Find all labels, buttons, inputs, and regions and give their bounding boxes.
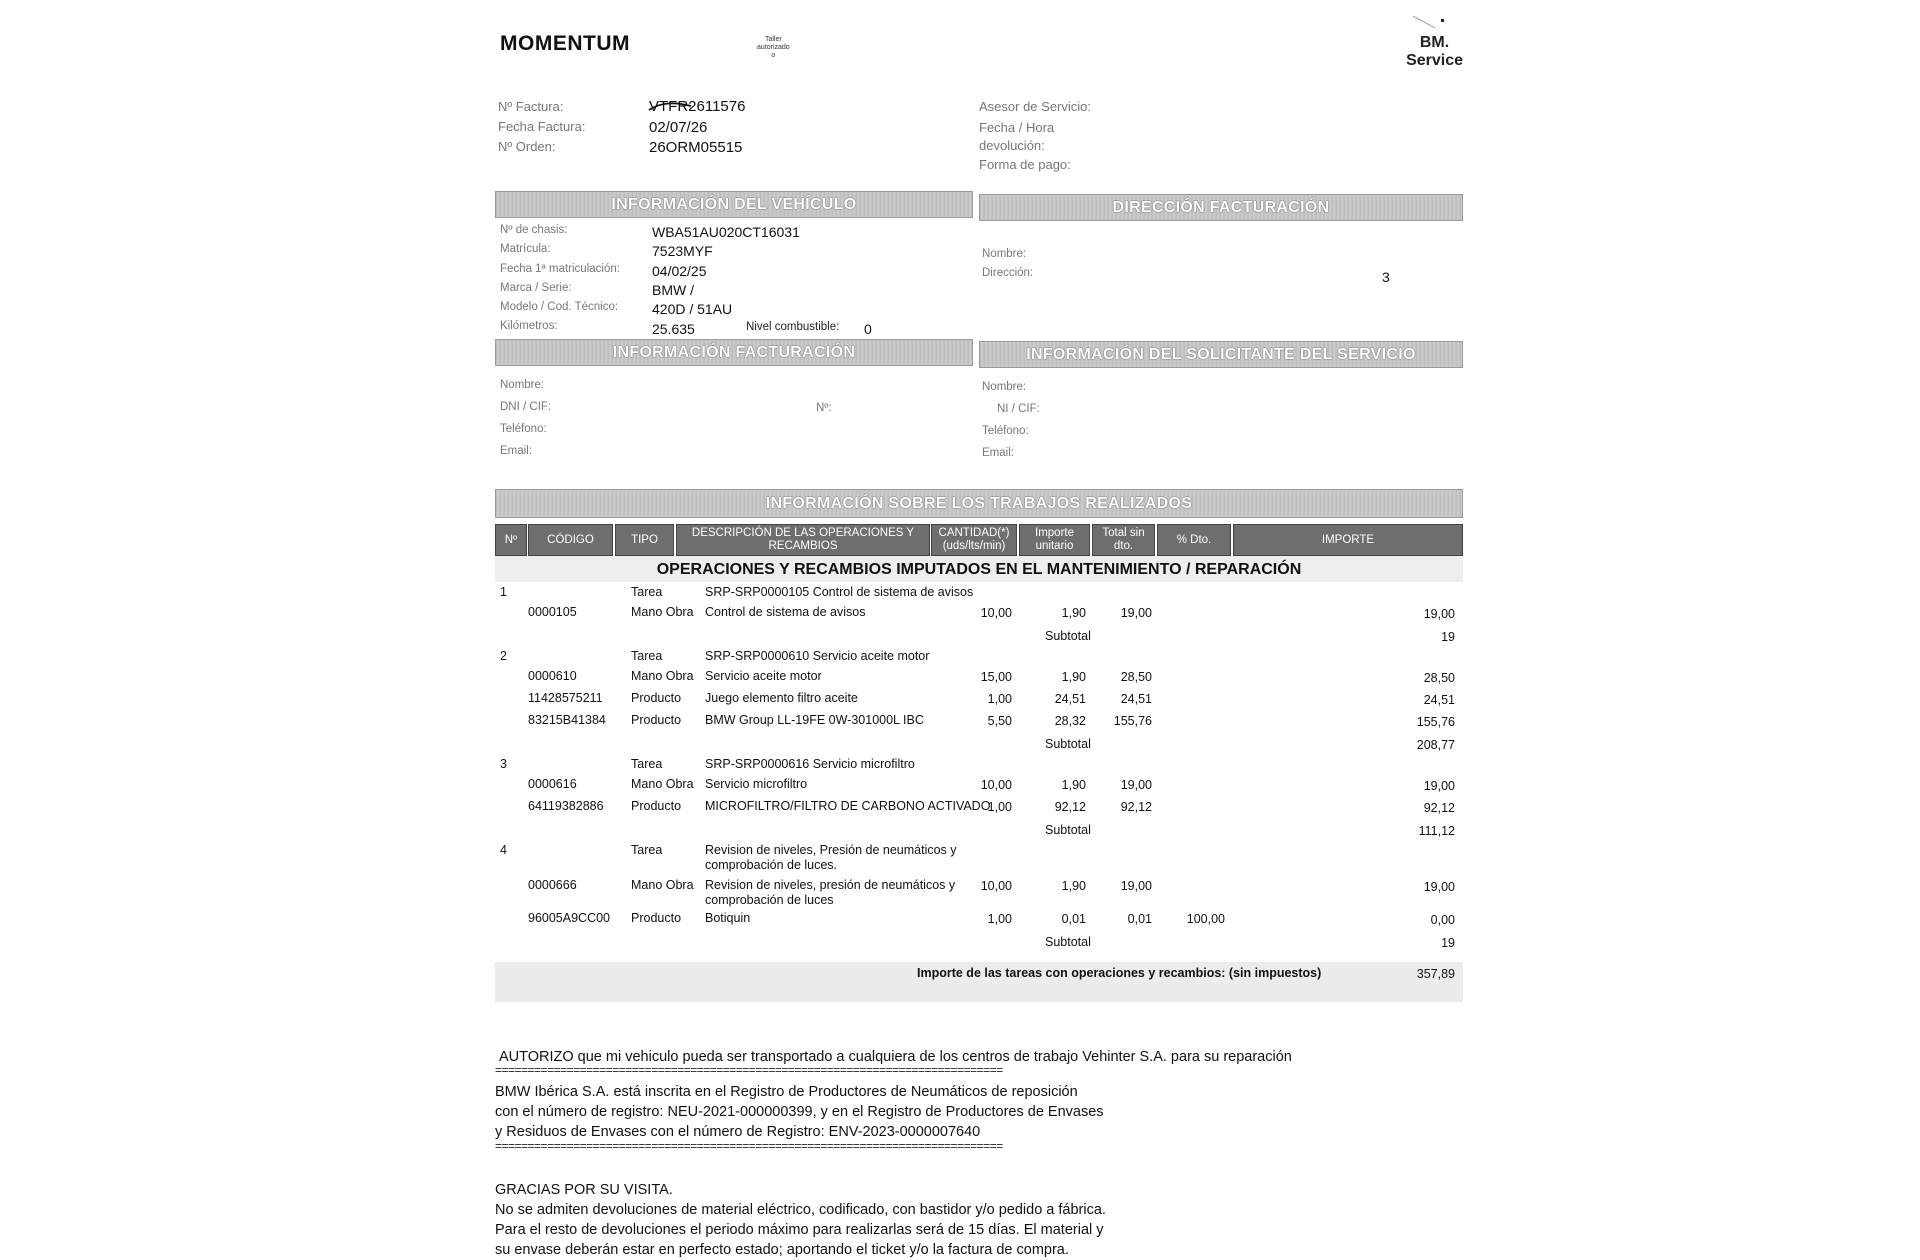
fecha-matriculacion-label: Fecha 1ª matriculación: xyxy=(500,263,620,275)
work-info-header: INFORMACIÓN SOBRE LOS TRABAJOS REALIZADOS xyxy=(495,489,1463,518)
billing-n-label: Nº: xyxy=(816,402,832,414)
gracias-text: GRACIAS POR SU VISITA. xyxy=(495,1182,673,1198)
line-code: 0000105 xyxy=(528,605,577,619)
col-header-cantidad xyxy=(931,524,1017,556)
line-code: 0000610 xyxy=(528,669,577,683)
total-value: 357,89 xyxy=(1416,967,1455,981)
billing-dni-label: DNI / CIF: xyxy=(500,401,552,413)
line-discount: 100,00 xyxy=(1186,912,1225,926)
line-code: 0000666 xyxy=(528,878,577,892)
invoice-document xyxy=(485,0,1463,1260)
fecha-matriculacion-value: 04/02/25 xyxy=(652,263,707,279)
strike-mark-icon xyxy=(647,100,693,114)
billing-email-label: Email: xyxy=(500,445,532,457)
fecha-factura-value: 02/07/26 xyxy=(649,119,708,136)
requester-telefono-label: Teléfono: xyxy=(982,425,1029,437)
line-type: Mano Obra xyxy=(631,777,694,791)
line-type: Producto xyxy=(631,911,682,925)
col-header-dto: % Dto. xyxy=(1157,524,1231,556)
line-unit-price: 0,01 xyxy=(1061,912,1086,926)
line-total: 19,00 xyxy=(1120,879,1152,893)
line-total: 19,00 xyxy=(1120,778,1152,792)
total-label: Importe de las tareas con operaciones y recambios: (sin impuestos) xyxy=(917,966,1322,980)
bmw-logo-mark-icon xyxy=(1413,16,1449,28)
line-description-cont: comprobación de luces xyxy=(705,893,834,907)
asesor-label: Asesor de Servicio: xyxy=(979,99,1091,114)
task-number: 1 xyxy=(500,585,507,599)
task-number: 4 xyxy=(500,843,507,857)
line-amount: 24,51 xyxy=(1423,693,1455,707)
subtotal-label: Subtotal xyxy=(1045,935,1091,949)
devolucion-label: devolución: xyxy=(979,138,1045,153)
modelo-value: 420D / 51AU xyxy=(652,301,733,317)
combustible-value: 0 xyxy=(864,321,872,337)
billing-telefono-label: Teléfono: xyxy=(500,423,547,435)
task-type: Tarea xyxy=(631,649,663,663)
line-type: Producto xyxy=(631,691,682,705)
factura-label: Nº Factura: xyxy=(498,99,564,114)
line-description: Servicio aceite motor xyxy=(705,669,822,683)
forma-pago-label: Forma de pago: xyxy=(979,157,1071,172)
task-type: Tarea xyxy=(631,757,663,771)
orden-value: 26ORM05515 xyxy=(649,139,743,156)
subtotal-value: 208,77 xyxy=(1416,738,1455,752)
line-amount: 28,50 xyxy=(1423,671,1455,685)
col-header-descripcion-l2: RECAMBIOS xyxy=(768,540,838,552)
subtotal-label: Subtotal xyxy=(1045,823,1091,837)
line-type: Mano Obra xyxy=(631,878,694,892)
col-header-descripcion xyxy=(676,524,930,556)
line-quantity: 1,00 xyxy=(987,692,1012,706)
requester-dni-label: NI / CIF: xyxy=(997,403,1040,415)
task-number: 2 xyxy=(500,649,507,663)
line-quantity: 10,00 xyxy=(980,879,1012,893)
combustible-label: Nivel combustible: xyxy=(746,321,840,333)
task-description: SRP-SRP0000610 Servicio aceite motor xyxy=(705,649,930,663)
separator-2: ============================================================================== xyxy=(495,1139,1003,1153)
col-header-importe-unitario-l2: unitario xyxy=(1035,540,1074,552)
billing-address-direccion-value: 3 xyxy=(1382,269,1390,285)
line-type: Mano Obra xyxy=(631,669,694,683)
subtotal-value: 19 xyxy=(1441,630,1455,644)
vehicle-info-header: INFORMACIÓN DEL VEHÍCULO xyxy=(495,191,973,218)
taller-line-3: o xyxy=(771,52,776,59)
col-header-cantidad-l1: CANTIDAD(*) xyxy=(938,527,1010,539)
subtotal-value: 111,12 xyxy=(1418,824,1455,838)
billing-nombre-label: Nombre: xyxy=(500,379,545,391)
brand-name: MOMENTUM xyxy=(500,32,630,55)
orden-label: Nº Orden: xyxy=(498,139,556,154)
line-quantity: 1,00 xyxy=(987,912,1012,926)
line-amount: 19,00 xyxy=(1423,779,1455,793)
line-quantity: 10,00 xyxy=(980,606,1012,620)
line-code: 64119382886 xyxy=(528,799,604,813)
line-description: Revision de niveles, presión de neumáticos y xyxy=(705,878,956,892)
line-quantity: 10,00 xyxy=(980,778,1012,792)
line-description: MICROFILTRO/FILTRO DE CARBONO ACTIVADO xyxy=(705,799,991,813)
requester-info-header: INFORMACIÓN DEL SOLICITANTE DEL SERVICIO xyxy=(979,341,1463,368)
separator-1: ============================================================================== xyxy=(495,1063,1003,1077)
bmw-registry-line-2: con el número de registro: NEU-2021-000000399, y en el Registro de Productores de Envases xyxy=(495,1104,1104,1120)
line-total: 92,12 xyxy=(1120,800,1152,814)
billing-address-direccion-label: Dirección: xyxy=(982,267,1034,279)
chasis-value: WBA51AU020CT16031 xyxy=(652,224,800,240)
col-header-total-l2: dto. xyxy=(1113,540,1134,552)
col-header-total-sin-dto xyxy=(1092,524,1155,556)
subtotal-label: Subtotal xyxy=(1045,737,1091,751)
line-amount: 0,00 xyxy=(1430,913,1455,927)
col-header-descripcion-l1: DESCRIPCIÓN DE LAS OPERACIONES Y xyxy=(691,527,915,539)
matricula-value: 7523MYF xyxy=(652,243,713,259)
line-type: Producto xyxy=(631,799,682,813)
devoluciones-line-3: su envase deberán estar en perfecto estado; aportando el ticket y/o la factura de compra. xyxy=(495,1242,1069,1258)
task-description: SRP-SRP0000105 Control de sistema de avisos xyxy=(705,585,974,599)
line-code: 0000616 xyxy=(528,777,577,791)
line-total: 155,76 xyxy=(1113,714,1152,728)
task-description-cont: comprobación de luces. xyxy=(705,858,838,872)
modelo-label: Modelo / Cod. Técnico: xyxy=(500,301,619,313)
kilometros-label: Kilómetros: xyxy=(500,320,558,332)
line-total: 24,51 xyxy=(1120,692,1152,706)
col-header-importe-unitario-l1: Importe xyxy=(1035,527,1074,539)
requester-email-label: Email: xyxy=(982,447,1014,459)
line-amount: 19,00 xyxy=(1423,607,1455,621)
col-header-importe: IMPORTE xyxy=(1233,524,1463,556)
billing-address-nombre-label: Nombre: xyxy=(982,248,1027,260)
line-unit-price: 24,51 xyxy=(1054,692,1086,706)
factura-value xyxy=(649,98,745,115)
line-description: Botiquin xyxy=(705,911,751,925)
factura-number: VTFR2611576 xyxy=(649,98,746,115)
devoluciones-line-2: Para el resto de devoluciones el periodo máximo para realizarlas será de 15 días. El material y xyxy=(495,1222,1104,1238)
taller-autorizado-mark xyxy=(757,36,790,60)
line-quantity: 5,50 xyxy=(987,714,1012,728)
task-description: SRP-SRP0000616 Servicio microfiltro xyxy=(705,757,915,771)
requester-nombre-label: Nombre: xyxy=(982,381,1027,393)
line-type: Producto xyxy=(631,713,682,727)
line-unit-price: 1,90 xyxy=(1061,879,1086,893)
operations-section-title: OPERACIONES Y RECAMBIOS IMPUTADOS EN EL MANTENIMIENTO / REPARACIÓN xyxy=(656,561,1302,578)
line-unit-price: 1,90 xyxy=(1061,670,1086,684)
kilometros-value: 25.635 xyxy=(652,321,695,337)
task-number: 3 xyxy=(500,757,507,771)
col-header-codigo: CÓDIGO xyxy=(528,524,613,556)
line-unit-price: 1,90 xyxy=(1061,606,1086,620)
autorizo-text: AUTORIZO que mi vehiculo pueda ser transportado a cualquiera de los centros de trabajo Vehinter S.A. para su reparación xyxy=(499,1049,1292,1065)
line-unit-price: 92,12 xyxy=(1054,800,1086,814)
line-amount: 155,76 xyxy=(1416,715,1455,729)
line-total: 28,50 xyxy=(1120,670,1152,684)
line-description: BMW Group LL-19FE 0W-301000L IBC xyxy=(705,713,924,727)
line-unit-price: 1,90 xyxy=(1061,778,1086,792)
task-type: Tarea xyxy=(631,843,663,857)
bmw-registry-line-3: y Residuos de Envases con el número de Registro: ENV-2023-0000007640 xyxy=(495,1124,981,1140)
line-total: 19,00 xyxy=(1120,606,1152,620)
subtotal-value: 19 xyxy=(1441,936,1455,950)
line-amount: 92,12 xyxy=(1423,801,1455,815)
line-description: Juego elemento filtro aceite xyxy=(705,691,858,705)
col-header-total-l1: Total sin xyxy=(1102,527,1145,539)
col-header-n: Nº xyxy=(495,524,527,556)
line-quantity: 15,00 xyxy=(980,670,1012,684)
taller-line-2: autorizado xyxy=(757,44,790,51)
line-code: 96005A9CC00 xyxy=(528,911,611,925)
col-header-tipo: TIPO xyxy=(615,524,674,556)
billing-info-header: INFORMACIÓN FACTURACIÓN xyxy=(495,339,973,366)
fecha-factura-label: Fecha Factura: xyxy=(498,119,586,134)
devoluciones-line-1: No se admiten devoluciones de material eléctrico, codificado, con bastidor y/o pedido a fábrica. xyxy=(495,1202,1106,1218)
fecha-hora-label: Fecha / Hora xyxy=(979,120,1055,135)
taller-line-1: Taller xyxy=(764,36,782,43)
line-description: Control de sistema de avisos xyxy=(705,605,866,619)
billing-address-header: DIRECCIÓN FACTURACIÓN xyxy=(979,194,1463,221)
bmw-registry-line-1: BMW Ibérica S.A. está inscrita en el Registro de Productores de Neumáticos de reposición xyxy=(495,1084,1078,1100)
marca-value: BMW / xyxy=(652,282,694,298)
subtotal-label: Subtotal xyxy=(1045,629,1091,643)
line-quantity: 1,00 xyxy=(987,800,1012,814)
line-unit-price: 28,32 xyxy=(1054,714,1086,728)
task-description: Revision de niveles, Presión de neumáticos y xyxy=(705,843,957,857)
col-header-importe-unitario xyxy=(1019,524,1090,556)
marca-label: Marca / Serie: xyxy=(500,282,572,294)
line-code: 83215B41384 xyxy=(528,713,606,727)
bmw-logo-line-1: BM. xyxy=(1419,34,1450,51)
line-total: 0,01 xyxy=(1127,912,1152,926)
chasis-label: Nº de chasis: xyxy=(500,224,568,236)
bmw-service-logo xyxy=(1406,34,1463,70)
line-amount: 19,00 xyxy=(1423,880,1455,894)
line-code: 11428575211 xyxy=(528,691,603,705)
line-description: Servicio microfiltro xyxy=(705,777,808,791)
matricula-label: Matrícula: xyxy=(500,243,551,255)
task-type: Tarea xyxy=(631,585,663,599)
line-type: Mano Obra xyxy=(631,605,694,619)
bmw-logo-line-2: Service xyxy=(1406,52,1463,69)
col-header-cantidad-l2: (uds/lts/min) xyxy=(942,540,1006,552)
